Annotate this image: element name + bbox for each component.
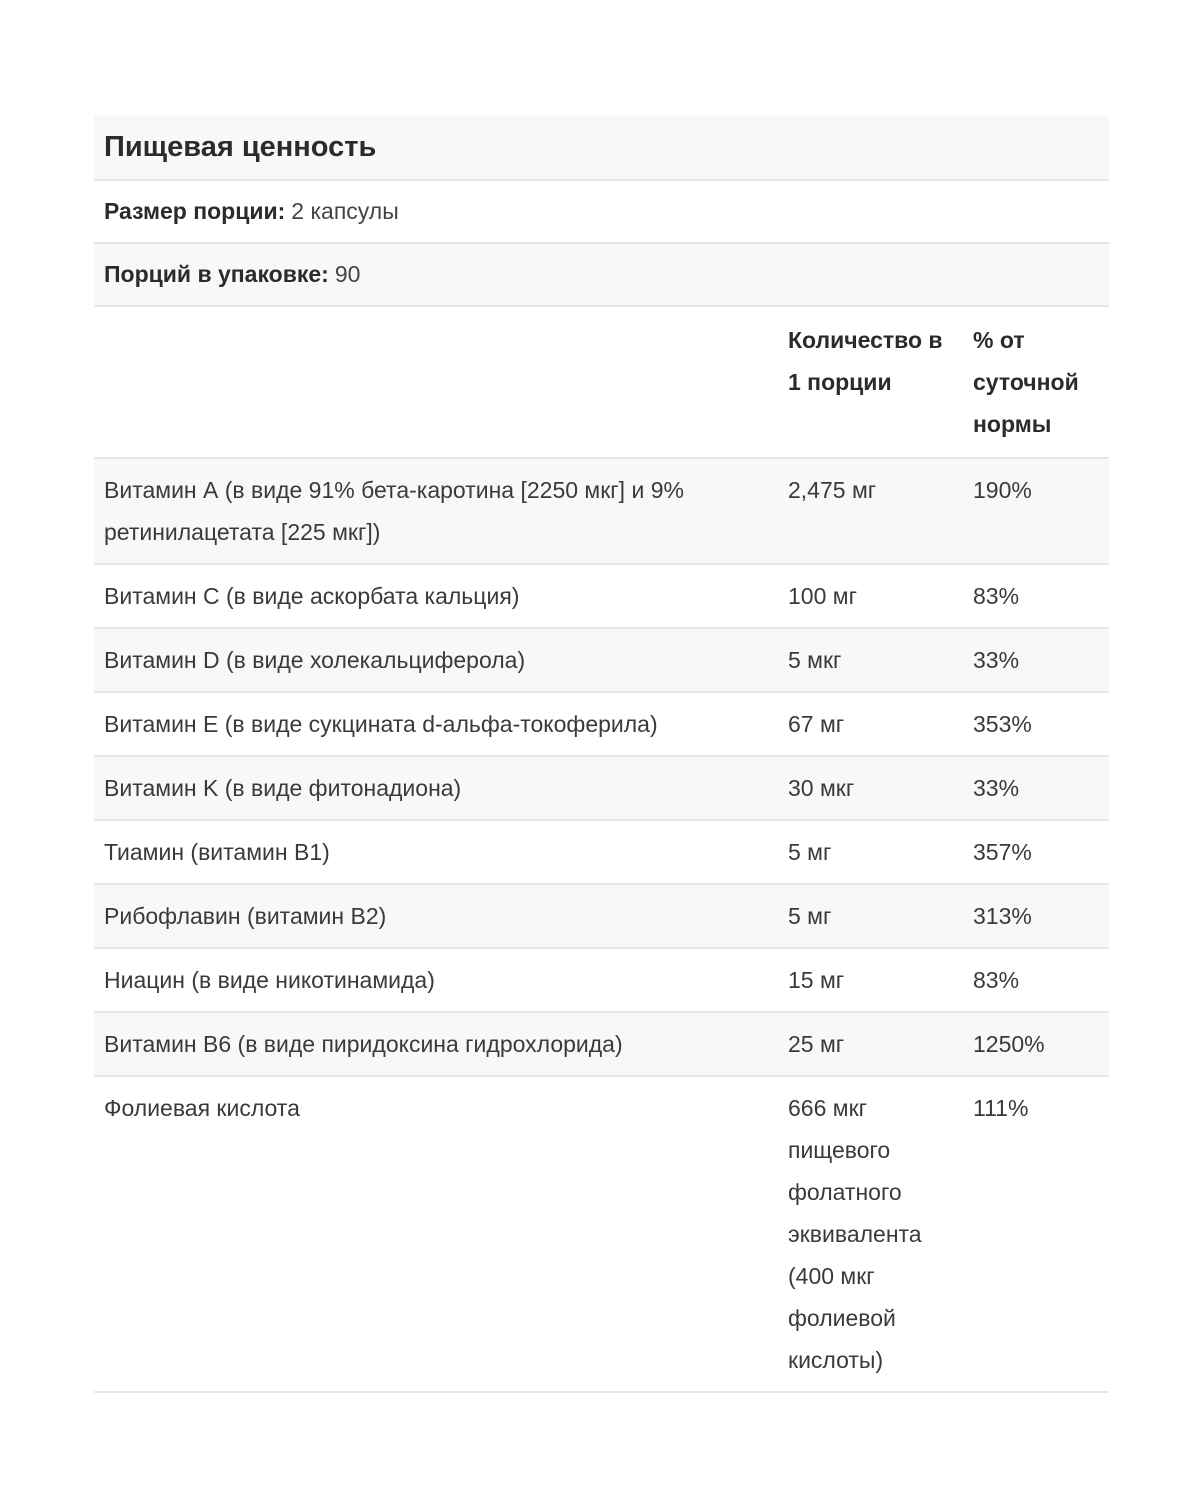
nutrient-amount: 100 мг: [778, 564, 959, 628]
nutrient-daily-value: 353%: [959, 692, 1109, 756]
nutrient-daily-value: 33%: [959, 628, 1109, 692]
nutrient-amount: 25 мг: [778, 1012, 959, 1076]
nutrients-table: [94, 307, 1109, 1393]
nutrient-amount: 15 мг: [778, 948, 959, 1012]
table-row: [94, 692, 1109, 756]
nutrition-facts-panel: [94, 116, 1109, 1393]
table-row: [94, 820, 1109, 884]
nutrient-name: Рибофлавин (витамин B2): [94, 884, 778, 948]
nutrient-amount: 30 мкг: [778, 756, 959, 820]
nutrient-name: Витамин Е (в виде сукцината d-альфа-токоферила): [94, 692, 778, 756]
nutrient-daily-value: 357%: [959, 820, 1109, 884]
nutrient-amount: 2,475 мг: [778, 458, 959, 564]
daily-value-column-header: % от суточной нормы: [959, 307, 1109, 458]
serving-size-label: Размер порции:: [104, 198, 286, 224]
table-row: [94, 884, 1109, 948]
nutrient-name: Витамин С (в виде аскорбата кальция): [94, 564, 778, 628]
nutrient-daily-value: 190%: [959, 458, 1109, 564]
nutrient-name: Фолиевая кислота: [94, 1076, 778, 1392]
nutrient-daily-value: 111%: [959, 1076, 1109, 1392]
serving-size-row: [94, 181, 1109, 244]
nutrient-column-header: [94, 307, 778, 458]
table-row: [94, 1076, 1109, 1392]
nutrient-amount: 5 мкг: [778, 628, 959, 692]
nutrient-daily-value: 33%: [959, 756, 1109, 820]
nutrient-daily-value: 83%: [959, 564, 1109, 628]
table-row: [94, 1012, 1109, 1076]
nutrient-amount: 5 мг: [778, 820, 959, 884]
nutrient-daily-value: 1250%: [959, 1012, 1109, 1076]
table-row: [94, 628, 1109, 692]
table-row: [94, 948, 1109, 1012]
nutrient-name: Витамин B6 (в виде пиридоксина гидрохлорида): [94, 1012, 778, 1076]
nutrient-name: Витамин D (в виде холекальциферола): [94, 628, 778, 692]
nutrient-amount: 5 мг: [778, 884, 959, 948]
table-row: [94, 458, 1109, 564]
nutrient-name: Тиамин (витамин B1): [94, 820, 778, 884]
table-row: [94, 564, 1109, 628]
serving-size-value: 2 капсулы: [291, 198, 399, 224]
nutrient-name: Ниацин (в виде никотинамида): [94, 948, 778, 1012]
table-row: [94, 756, 1109, 820]
nutrient-name: Витамин А (в виде 91% бета-каротина [2250 мкг] и 9% ретинилацетата [225 мкг]): [94, 458, 778, 564]
nutrient-daily-value: 313%: [959, 884, 1109, 948]
servings-per-container-label: Порций в упаковке:: [104, 261, 329, 287]
servings-per-container-row: [94, 244, 1109, 307]
nutrient-daily-value: 83%: [959, 948, 1109, 1012]
nutrient-amount: 666 мкг пищевого фолатного эквивалента (400 мкг фолиевой кислоты): [778, 1076, 959, 1392]
servings-per-container-value: 90: [334, 261, 361, 287]
panel-title: Пищевая ценность: [94, 116, 1109, 181]
table-header-row: [94, 307, 1109, 458]
amount-column-header: Количество в 1 порции: [778, 307, 959, 458]
nutrient-name: Витамин K (в виде фитонадиона): [94, 756, 778, 820]
nutrient-amount: 67 мг: [778, 692, 959, 756]
